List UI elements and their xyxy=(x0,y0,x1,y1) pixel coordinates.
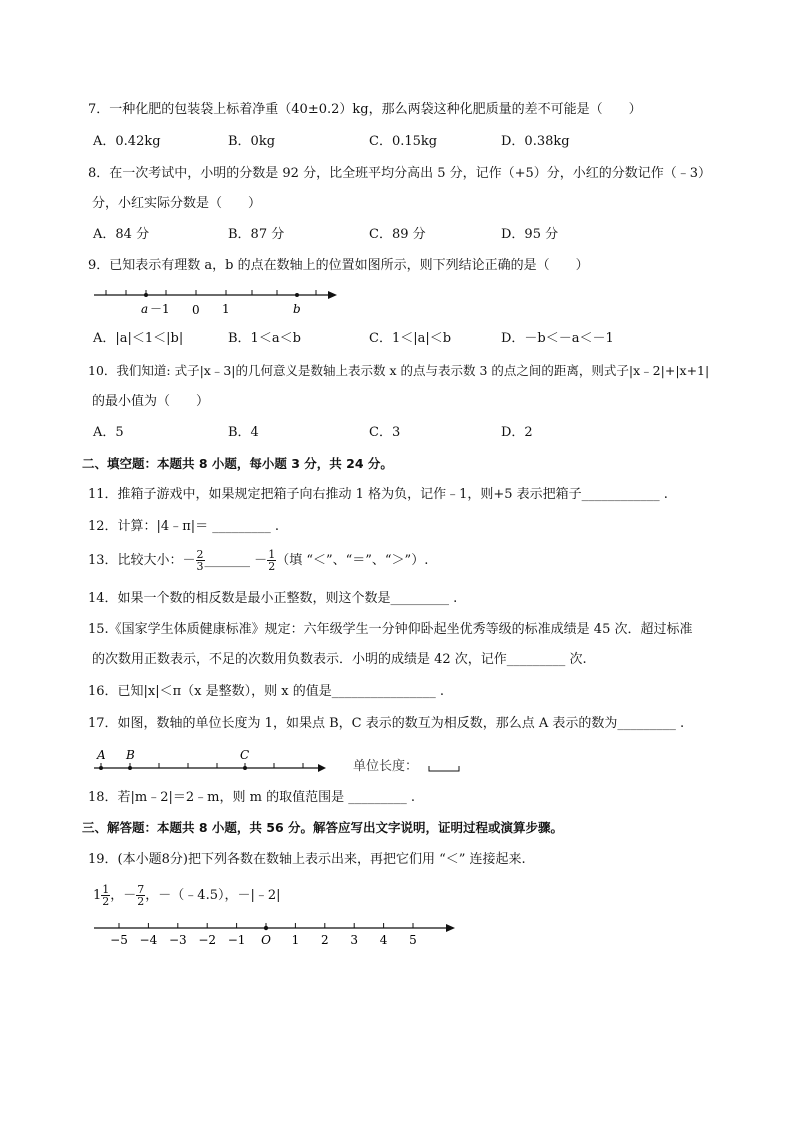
q7-option-b: B．0kg xyxy=(228,134,276,149)
q9-label-0: 0 xyxy=(192,303,200,317)
q8-option-b: B．87 分 xyxy=(228,227,285,242)
q13-fraction-2: $\frac{1}{2}$ xyxy=(268,548,276,573)
q15-text-line1: 15.《国家学生体质健康标准》规定：六年级学生一分钟仰卧起坐优秀等级的标准成绩是 45 次．超过标准 xyxy=(88,622,693,637)
q10-option-d: D．2 xyxy=(501,425,533,440)
q15-text-line2: 的次数用正数表示，不足的次数用负数表示．小明的成绩是 42 次，记作_________ 次. xyxy=(92,652,587,667)
q9-label-1: 1 xyxy=(222,302,230,316)
section-fill-in-heading: 二、填空题：本题共 8 小题，每小题 3 分，共 24 分。 xyxy=(82,456,393,471)
q17-unit-length-marker xyxy=(428,762,462,774)
q17-label-a: A xyxy=(97,748,106,762)
q7-option-c: C．0.15kg xyxy=(369,134,438,149)
q9-option-d: D．－b＜－a＜－1 xyxy=(501,331,614,346)
q19-tick-label: 2 xyxy=(320,933,329,947)
q19-tick-label: O xyxy=(261,933,271,947)
q19-tick-label: 5 xyxy=(409,933,417,947)
q9-option-a: A．|a|＜1＜|b| xyxy=(93,331,184,346)
q19-number-line xyxy=(92,918,462,948)
q19-number-list: 1 $\frac{1}{2}$ ，－ $\frac{7}{2}$ ，－（﹣4.5），－|﹣2| xyxy=(93,883,281,908)
q8-text-line1: 8．在一次考试中，小明的分数是 92 分，比全班平均分高出 5 分，记作（+5）分，小红的分数记作（﹣3） xyxy=(88,166,712,181)
q9-number-line xyxy=(92,285,342,320)
q9-text: 9．已知表示有理数 a，b 的点在数轴上的位置如图所示，则下列结论正确的是（ ） xyxy=(88,258,589,273)
q19-tick-label: 4 xyxy=(379,933,388,947)
q13-blank: _______ xyxy=(204,553,251,568)
q9-option-b: B．1＜a＜b xyxy=(228,331,301,346)
q17-unit-label: 单位长度： xyxy=(353,759,419,774)
q13-mid: － xyxy=(250,553,268,568)
q16-text: 16．已知|x|＜π（x 是整数），则 x 的值是________________ . xyxy=(88,684,445,699)
section-answer-heading: 三、解答题：本题共 8 小题，共 56 分。解答应写出文字说明，证明过程或演算步骤。 xyxy=(82,820,564,835)
q19-fraction-2: $\frac{7}{2}$ xyxy=(137,883,145,908)
q8-option-a: A．84 分 xyxy=(93,227,150,242)
q19-tick-label: −3 xyxy=(168,933,187,947)
q13-suffix: （填 “＜”、“＝”、“＞”）. xyxy=(276,553,429,568)
q9-label-neg1: －1 xyxy=(150,302,170,316)
q19-tick-label: 1 xyxy=(291,933,300,947)
q10-text-line1: 10．我们知道: 式子|x﹣3|的几何意义是数轴上表示数 x 的点与表示数 3 的点之间的距离，则式子|x﹣2|+|x+1| xyxy=(88,363,710,378)
q19-tick-label: −1 xyxy=(227,933,246,947)
q10-option-c: C．3 xyxy=(369,425,401,440)
q9-label-a: a xyxy=(141,302,149,316)
q7-option-d: D．0.38kg xyxy=(501,134,570,149)
q17-text: 17．如图，数轴的单位长度为 1，如果点 B，C 表示的数互为相反数，那么点 A 表示的数为_________ . xyxy=(88,716,685,731)
q17-number-line xyxy=(92,744,332,778)
q7-text: 7．一种化肥的包装袋上标着净重（40±0.2）kg，那么两袋这种化肥质量的差不可能是（ ） xyxy=(88,102,642,117)
q19-tick-label: −5 xyxy=(110,933,128,947)
q9-option-c: C．1＜|a|＜b xyxy=(369,331,452,346)
q12-text: 12．计算：|4﹣π|＝ _________ . xyxy=(88,519,280,534)
q19-text: 19．(本小题8分)把下列各数在数轴上表示出来，再把它们用 “＜” 连接起来. xyxy=(88,852,526,867)
q17-label-c: C xyxy=(240,748,250,762)
q19-tick-label: −2 xyxy=(198,933,217,947)
q19-fraction-1: $\frac{1}{2}$ xyxy=(102,883,110,908)
q8-option-d: D．95 分 xyxy=(501,227,559,242)
q8-option-c: C．89 分 xyxy=(369,227,426,242)
q14-text: 14．如果一个数的相反数是最小正整数，则这个数是_________ . xyxy=(88,591,458,606)
q18-text: 18．若|m﹣2|＝2﹣m，则 m 的取值范围是 _________ . xyxy=(88,790,415,805)
q13-line xyxy=(88,546,428,576)
q13-fraction-1: $\frac{2}{3}$ xyxy=(196,548,204,573)
q10-option-b: B．4 xyxy=(228,425,259,440)
q7-option-a: A．0.42kg xyxy=(93,134,161,149)
q17-label-b: B xyxy=(126,748,135,762)
q19-tick-label: −4 xyxy=(139,933,158,947)
q11-text: 11．推箱子游戏中，如果规定把箱子向右推动 1 格为负，记作﹣1，则+5 表示把箱子____________ . xyxy=(88,487,668,502)
q10-option-a: A．5 xyxy=(93,425,124,440)
q13-prefix: 13．比较大小：－ xyxy=(88,553,196,568)
q9-label-b: b xyxy=(293,302,301,316)
q19-tick-label: 3 xyxy=(350,933,359,947)
q10-text-line2: 的最小值为（ ） xyxy=(92,394,210,409)
q8-text-line2: 分，小红实际分数是（ ） xyxy=(92,196,262,211)
